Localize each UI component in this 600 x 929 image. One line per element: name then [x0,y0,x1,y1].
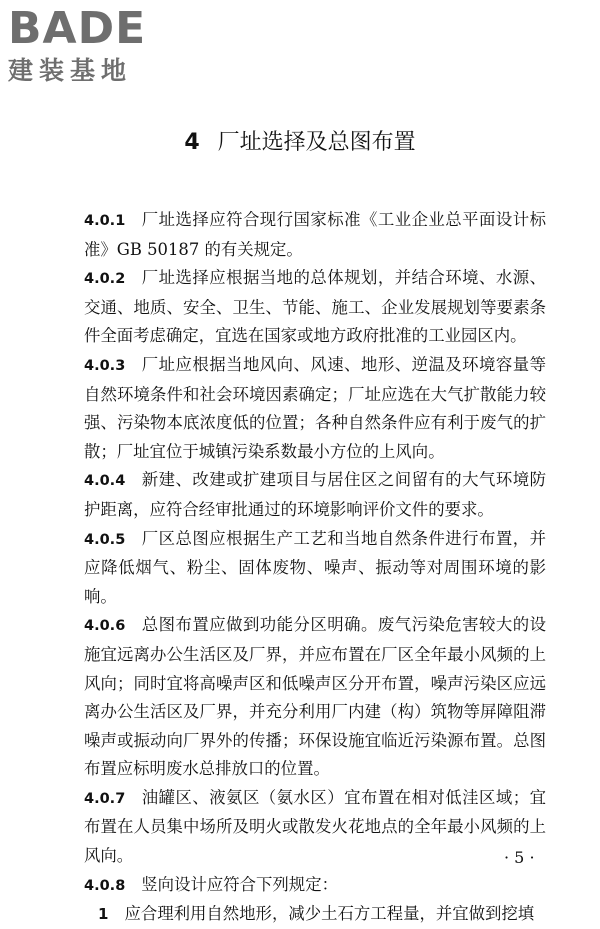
chapter-number: 4 [184,130,200,155]
clause-number: 4.0.1 [84,213,126,229]
list-item [84,900,546,929]
clause-number: 4.0.4 [84,473,126,490]
logo-subtitle: 建装基地 [8,56,133,85]
clause-4-0-5 [84,525,546,612]
page-number: · 5 · [504,848,535,867]
clause-4-0-8 [84,871,546,901]
clause-number: 4.0.8 [84,877,126,894]
clause-text: 油罐区、液氨区（氨水区）宜布置在相对低洼区域；宜布置在人员集中场所及明火或散发火花地点的全年最小风频的上风向。 [84,787,546,866]
clause-text: 竖向设计应符合下列规定： [141,874,338,894]
logo-wordmark: BADE [8,3,147,54]
clause-4-0-6 [84,611,546,784]
clause-4-0-1 [84,206,546,264]
chapter-heading [0,128,600,158]
clause-number: 4.0.5 [84,531,126,548]
clause-text: 厂区总图应根据生产工艺和当地自然条件进行布置，并应降低烟气、粉尘、固体废物、噪声、振动等对周围环境的影响。 [84,528,546,606]
clause-text: 总图布置应做到功能分区明确。废气污染危害较大的设施宜远离办公生活区及厂界，并应布置在厂区全年最小风频的上风向；同时宜将高噪声区和低噪声区分开布置，噪声污染区应远离办公生活区及厂界，并充分利用厂内建（构）筑物等屏障阻滞噪声或振动向厂界外的传播；环保设施宜临近污染源布置。总图布置应标明废水总排放口的位置。 [84,615,546,779]
clause-text: 厂址选择应根据当地的总体规划，并结合环境、水源、交通、地质、安全、卫生、节能、施工、企业发展规划等要素条件全面考虑确定，宜选在国家或地方政府批准的工业园区内。 [84,268,546,346]
clause-number: 4.0.6 [84,618,126,635]
clause-4-0-3 [84,351,546,466]
clause-text: 新建、改建或扩建项目与居住区之间留有的大气环境防护距离，应符合经审批通过的环境影响评价文件的要求。 [84,470,546,519]
bade-logo [8,3,178,86]
clause-4-0-7 [84,784,546,871]
item-text: 应合理利用自然地形，减少土石方工程量，并宜做到挖填 [124,904,535,924]
clause-4-0-4 [84,466,546,524]
chapter-title: 厂址选择及总图布置 [217,130,416,155]
clause-number: 4.0.7 [84,790,126,807]
clause-4-0-2 [84,264,546,351]
document-body [84,206,546,929]
item-number: 1 [98,905,109,924]
clause-text: 厂址应根据当地风向、风速、地形、逆温及环境容量等自然环境条件和社会环境因素确定；厂址应选在大气扩散能力较强、污染物本底浓度低的位置；各种自然条件应有利于废气的扩散；厂址宜位于城镇污染系数最小方位的上风向。 [84,354,546,461]
clause-text: 厂址选择应符合现行国家标准《工业企业总平面设计标准》GB 50187 的有关规定。 [84,210,546,259]
clause-number: 4.0.2 [84,271,126,288]
clause-number: 4.0.3 [84,357,126,374]
